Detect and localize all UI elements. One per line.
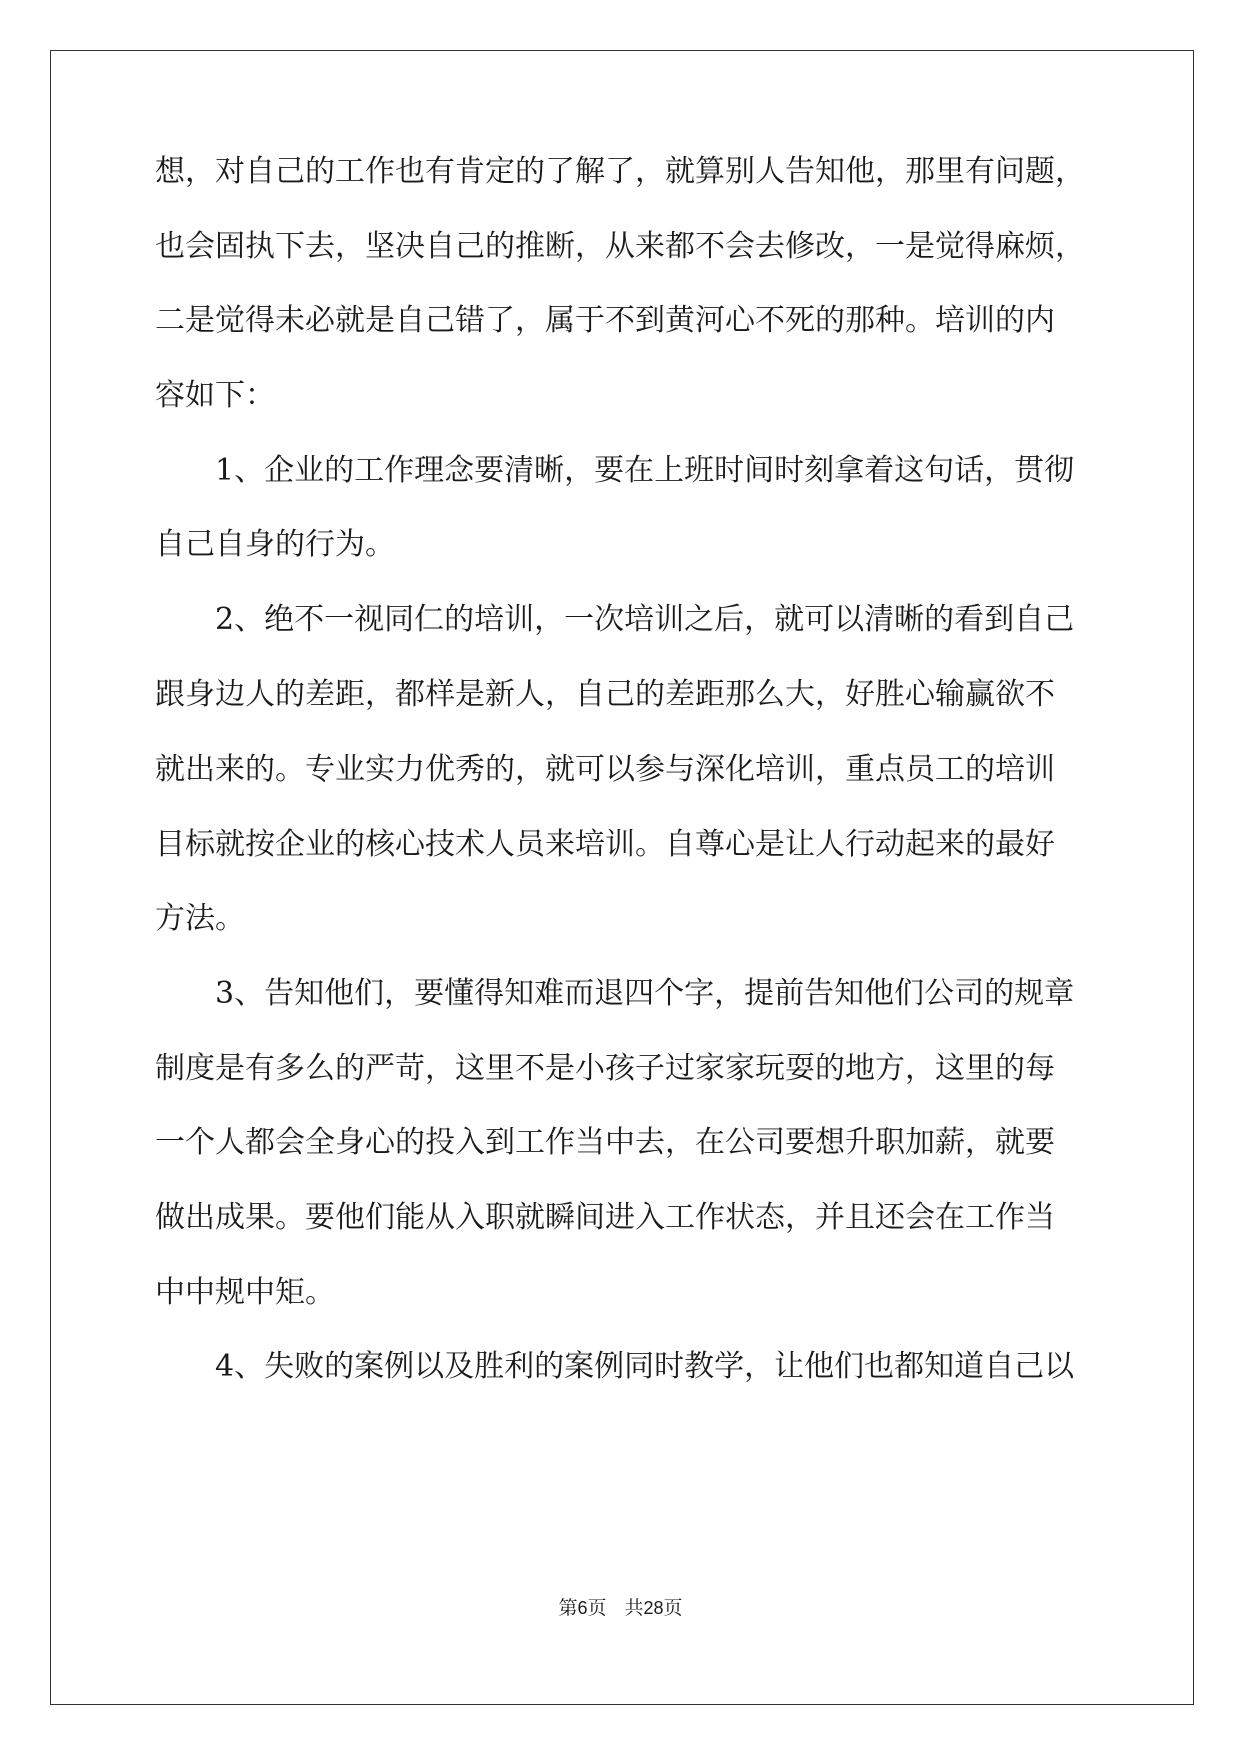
text-line: 1、企业的工作理念要清晰，要在上班时间时刻拿着这句话，贯彻 bbox=[155, 453, 1075, 488]
text-line: 4、失败的案例以及胜利的案例同时教学，让他们也都知道自己以 bbox=[155, 1349, 1075, 1384]
text-line: 方法。 bbox=[155, 901, 245, 936]
text-line: 二是觉得未必就是自己错了，属于不到黄河心不死的那种。培训的内 bbox=[155, 303, 1055, 338]
page-current: 6 bbox=[577, 1598, 588, 1618]
text-line: 做出成果。要他们能从入职就瞬间进入工作状态，并且还会在工作当 bbox=[155, 1200, 1055, 1235]
page-border bbox=[50, 50, 1194, 1705]
page-footer bbox=[0, 1596, 1241, 1621]
text-line: 一个人都会全身心的投入到工作当中去，在公司要想升职加薪，就要 bbox=[155, 1125, 1055, 1160]
text-line: 目标就按企业的核心技术人员来培训。自尊心是让人行动起来的最好 bbox=[155, 827, 1055, 862]
text-line: 就出来的。专业实力优秀的，就可以参与深化培训，重点员工的培训 bbox=[155, 752, 1055, 787]
page-total-label bbox=[624, 1598, 682, 1619]
page-total: 28 bbox=[643, 1598, 664, 1618]
text-line: 容如下： bbox=[155, 378, 275, 413]
page-number bbox=[558, 1598, 606, 1619]
text-line: 想，对自己的工作也有肯定的了解了，就算别人告知他，那里有问题， bbox=[155, 154, 1085, 189]
page-prefix: 第 bbox=[558, 1598, 578, 1619]
total-prefix: 共 bbox=[624, 1598, 644, 1619]
text-line: 自己自身的行为。 bbox=[155, 527, 395, 562]
page-suffix: 页 bbox=[587, 1598, 607, 1619]
total-suffix: 页 bbox=[663, 1598, 683, 1619]
text-line: 2、绝不一视同仁的培训，一次培训之后，就可以清晰的看到自己 bbox=[155, 602, 1075, 637]
text-line: 制度是有多么的严苛，这里不是小孩子过家家玩耍的地方，这里的每 bbox=[155, 1051, 1055, 1086]
text-line: 也会固执下去，坚决自己的推断，从来都不会去修改，一是觉得麻烦， bbox=[155, 229, 1085, 264]
text-line: 中中规中矩。 bbox=[155, 1275, 335, 1310]
text-line: 跟身边人的差距，都样是新人，自己的差距那么大，好胜心输赢欲不 bbox=[155, 677, 1055, 712]
text-line: 3、告知他们，要懂得知难而退四个字，提前告知他们公司的规章 bbox=[155, 976, 1075, 1011]
